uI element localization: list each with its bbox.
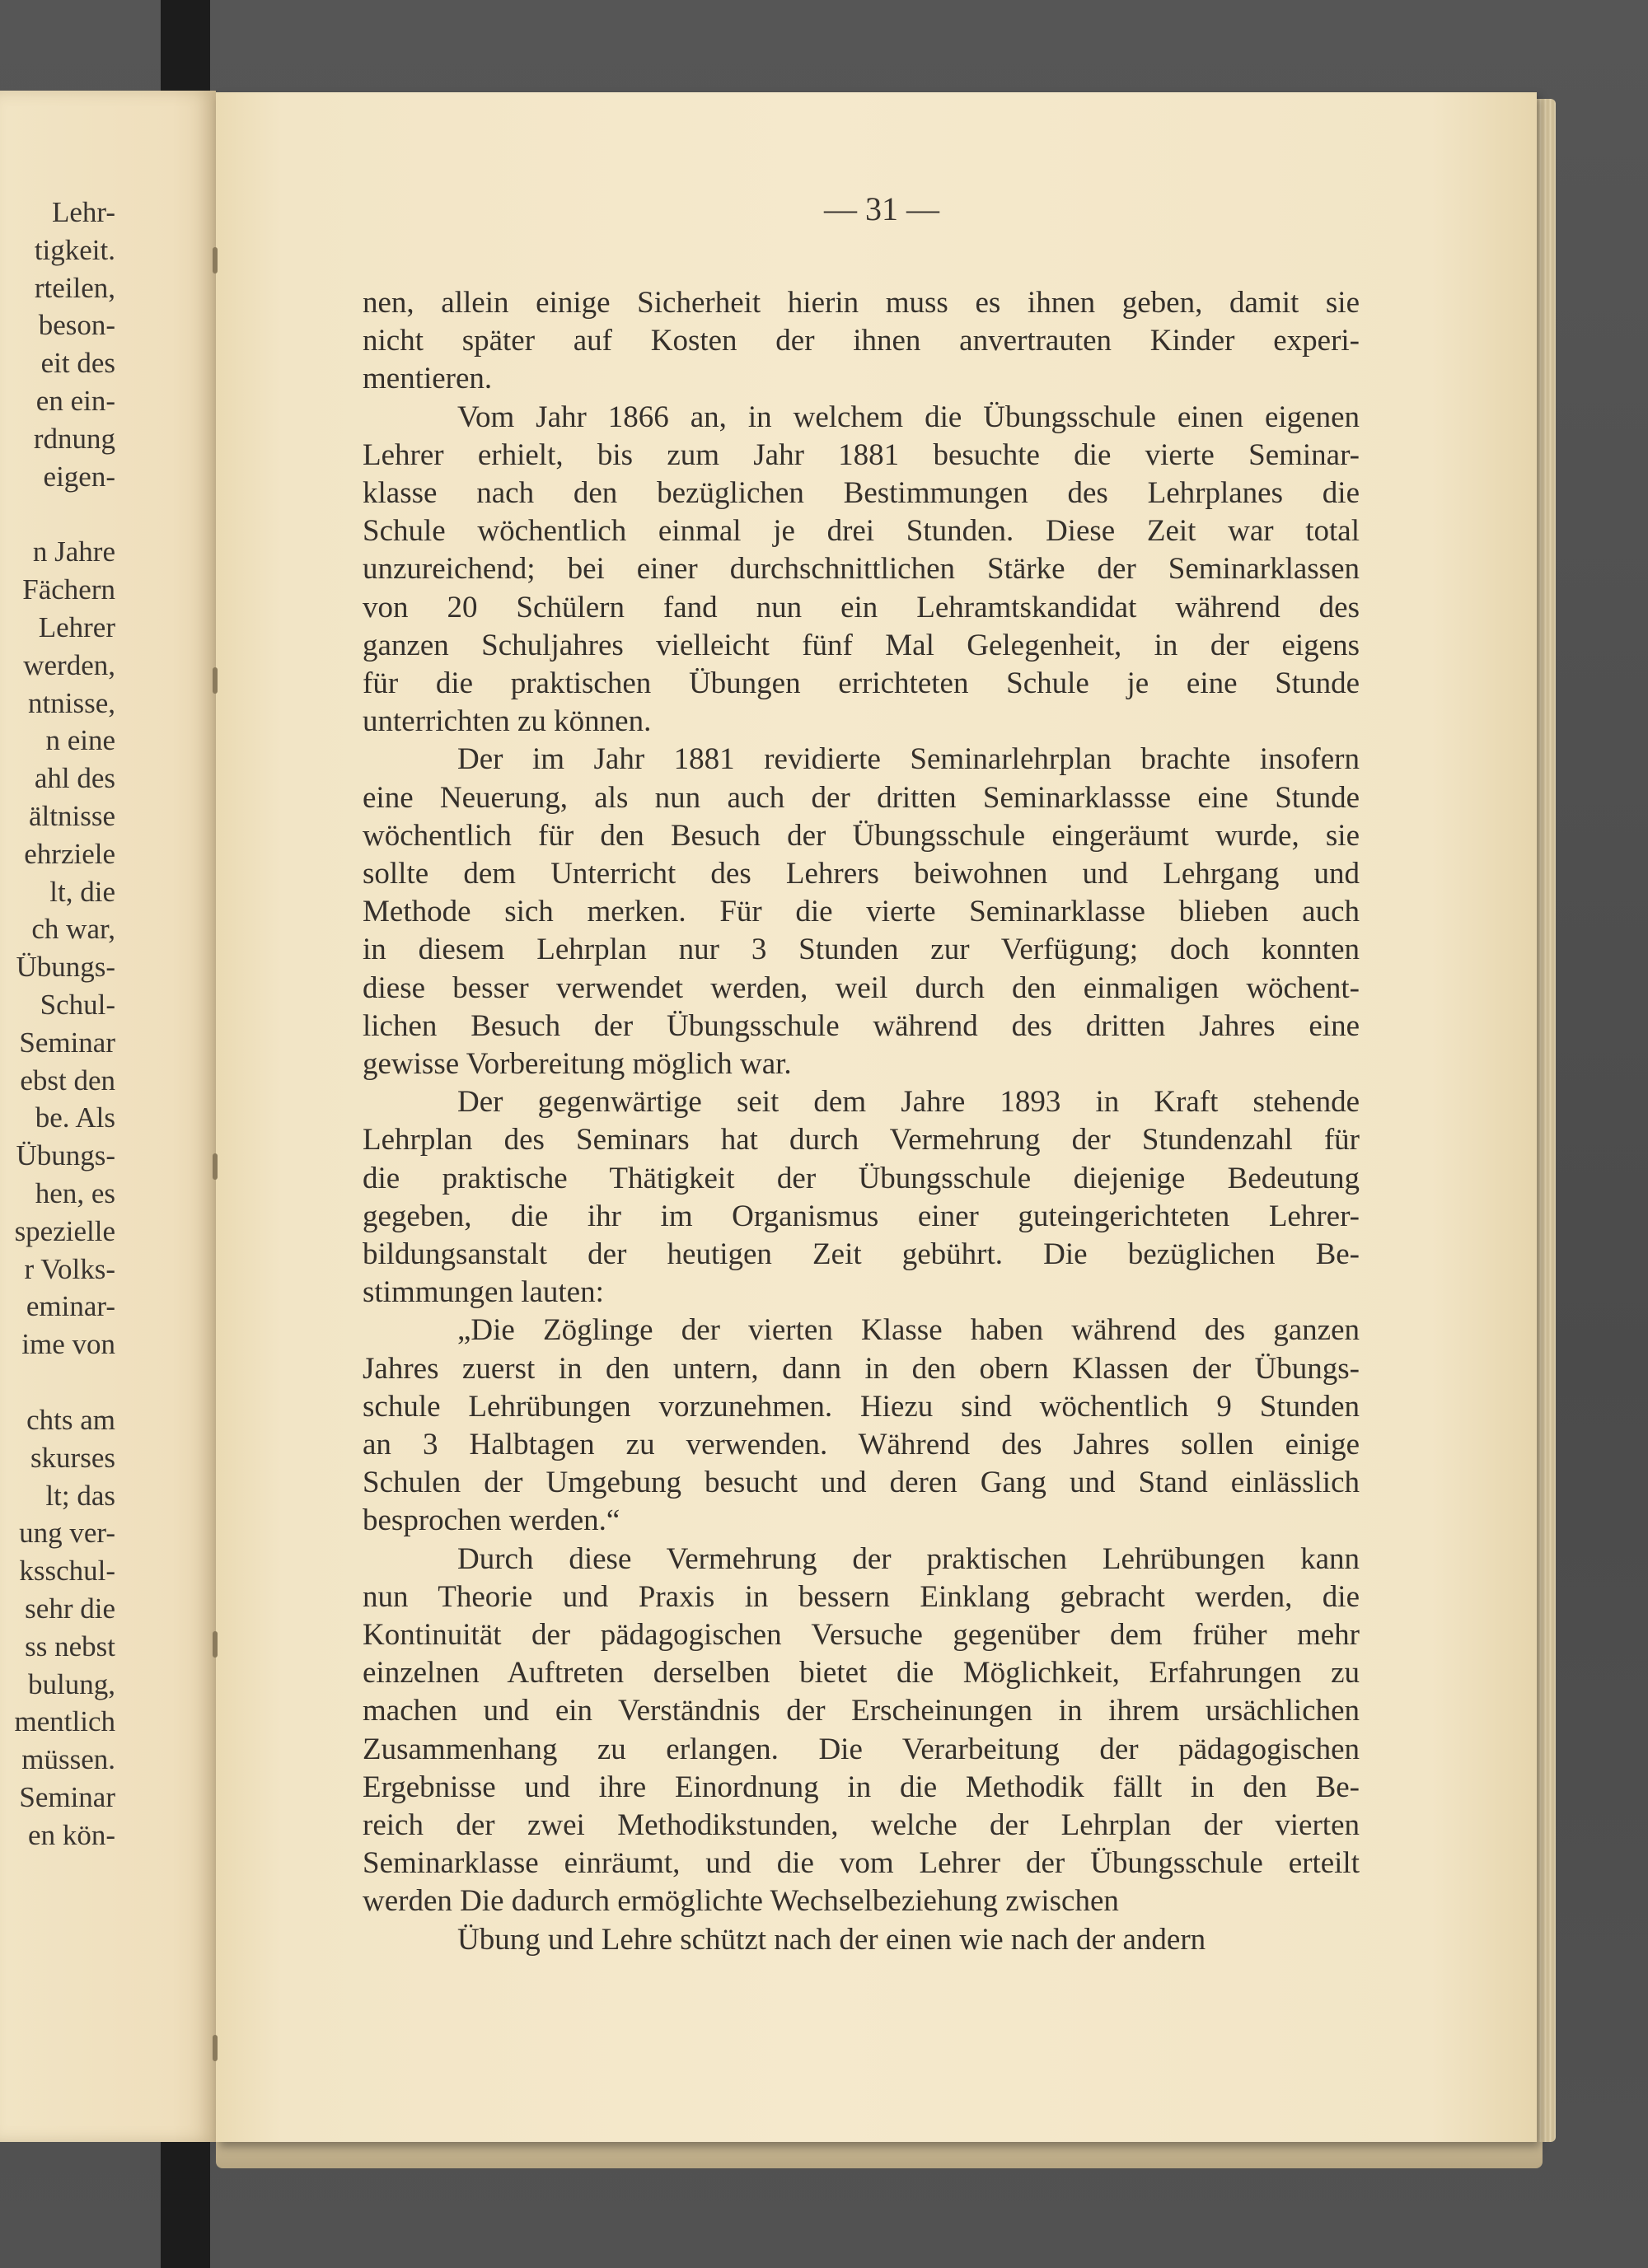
binding-thread [213, 1631, 218, 1658]
text-line: eine Neuerung, als nun auch der dritten Seminarklassse eine Stunde [363, 781, 1360, 815]
text-line: für die praktischen Übungen errichteten Schule je eine Stunde [363, 666, 1360, 700]
left-page-text-fragment: eigen- [43, 461, 115, 493]
text-line: Schulen der Umgebung besucht und deren Gang und Stand einlässlich [363, 1466, 1360, 1499]
left-page-text-fragment: spezielle [14, 1215, 115, 1247]
left-page-text-fragment: müssen. [21, 1743, 115, 1775]
text-line: wöchentlich für den Besuch der Übungsschule eingeräumt wurde, sie [363, 819, 1360, 853]
binding-thread [213, 667, 218, 694]
left-page-text-fragment: n eine [45, 724, 115, 756]
left-page-text-fragment: en ein- [35, 385, 115, 417]
left-page-text-fragment: rteilen, [34, 272, 115, 304]
left-page-text-fragment: hen, es [35, 1177, 115, 1209]
text-line: Kontinuität der pädagogischen Versuche gegenüber dem früher mehr [363, 1618, 1360, 1652]
binding-thread [213, 2035, 218, 2061]
left-page-text-fragment: eminar- [26, 1290, 115, 1322]
text-line: nicht später auf Kosten der ihnen anvertrauten Kinder experi- [363, 324, 1360, 358]
text-line: werden Die dadurch ermöglichte Wechselbeziehung zwischen [363, 1884, 1119, 1918]
left-page-text-fragment: rdnung [33, 423, 115, 455]
left-page-text-fragment: Übungs- [16, 951, 115, 983]
text-line: sollte dem Unterricht des Lehrers beiwohnen und Lehrgang und [363, 857, 1360, 891]
left-page-text-fragment: ung ver- [19, 1517, 115, 1549]
text-line: Seminarklasse einräumt, und die vom Lehrer der Übungsschule erteilt [363, 1846, 1360, 1880]
left-page-text-fragment: ältnisse [29, 800, 115, 832]
text-line: Zusammenhang zu erlangen. Die Verarbeitung der pädagogischen [363, 1733, 1360, 1766]
left-page-text-fragment: beson- [38, 309, 115, 341]
left-page-text-fragment: bulung, [28, 1668, 115, 1700]
text-line: Lehrplan des Seminars hat durch Vermehrung der Stundenzahl für [363, 1123, 1360, 1157]
left-page-text-fragment: ss nebst [25, 1630, 115, 1662]
text-line: gegeben, die ihr im Organismus einer guteingerichteten Lehrer- [363, 1199, 1360, 1233]
left-page-text-fragment: werden, [23, 649, 115, 681]
left-page-text-fragment: lt; das [45, 1480, 115, 1512]
text-line: Jahres zuerst in den untern, dann in den obern Klassen der Übungs- [363, 1352, 1360, 1386]
left-page-text-fragment: Übungs- [16, 1139, 115, 1171]
text-line: Übung und Lehre schützt nach der einen wie nach der andern [457, 1923, 1206, 1957]
left-facing-page [0, 91, 216, 2142]
text-line: mentieren. [363, 362, 493, 395]
left-page-text-fragment: Fächern [22, 573, 115, 606]
text-line: machen und ein Verständnis der Erscheinungen in ihrem ursächlichen [363, 1694, 1360, 1728]
text-line: „Die Zöglinge der vierten Klasse haben während des ganzen [457, 1313, 1360, 1347]
left-page-text-fragment: sehr die [25, 1592, 115, 1625]
text-line: Der im Jahr 1881 revidierte Seminarlehrplan brachte insofern [457, 742, 1360, 776]
left-page-text-fragment: Lehrer [38, 611, 115, 643]
left-page-text-fragment: Seminar [19, 1781, 115, 1813]
left-page-text-fragment: Lehr- [51, 196, 115, 228]
text-line: unterrichten zu können. [363, 704, 652, 738]
text-line: Ergebnisse und ihre Einordnung in die Methodik fällt in den Be- [363, 1770, 1360, 1804]
text-line: Der gegenwärtige seit dem Jahre 1893 in Kraft stehende [457, 1085, 1360, 1119]
text-line: unzureichend; bei einer durchschnittlichen Stärke der Seminarklassen [363, 552, 1360, 586]
text-line: gewisse Vorbereitung möglich war. [363, 1047, 792, 1081]
left-page-text-fragment: mentlich [14, 1705, 115, 1737]
left-page-text-fragment: ch war, [31, 913, 115, 945]
left-page-text-fragment: ntnisse, [28, 687, 115, 719]
left-page-text-fragment: ehrziele [24, 838, 115, 870]
text-line: diese besser verwendet werden, weil durch den einmaligen wöchent- [363, 971, 1360, 1005]
text-line: von 20 Schülern fand nun ein Lehramtskandidat während des [363, 591, 1360, 624]
left-page-text-fragment: be. Als [35, 1101, 115, 1134]
left-page-text-fragment: en kön- [28, 1819, 115, 1851]
text-line: nun Theorie und Praxis in bessern Einklang gebracht werden, die [363, 1580, 1360, 1614]
text-line: reich der zwei Methodikstunden, welche der Lehrplan der vierten [363, 1808, 1360, 1842]
text-line: schule Lehrübungen vorzunehmen. Hiezu sind wöchentlich 9 Stunden [363, 1390, 1360, 1424]
page-number: — 31 — [824, 190, 939, 227]
text-line: ganzen Schuljahres vielleicht fünf Mal Gelegenheit, in der eigens [363, 629, 1360, 662]
left-page-text-fragment: eit des [40, 347, 115, 379]
left-page-text-fragment: n Jahre [32, 535, 115, 568]
left-page-text-fragment: Seminar [19, 1026, 115, 1059]
left-page-text-fragment: tigkeit. [34, 234, 115, 266]
text-line: in diesem Lehrplan nur 3 Stunden zur Verfügung; doch konnten [363, 933, 1360, 966]
text-line: die praktische Thätigkeit der Übungsschule diejenige Bedeutung [363, 1162, 1360, 1195]
text-line: besprochen werden.“ [363, 1503, 620, 1537]
left-page-text-fragment: lt, die [49, 876, 115, 908]
binding-thread [213, 247, 218, 274]
left-page-text-fragment: r Volks- [24, 1253, 115, 1285]
text-line: stimmungen lauten: [363, 1275, 604, 1309]
left-page-text-fragment: ahl des [34, 762, 115, 794]
text-line: Methode sich merken. Für die vierte Seminarklasse blieben auch [363, 895, 1360, 928]
text-line: Schule wöchentlich einmal je drei Stunden. Diese Zeit war total [363, 514, 1360, 548]
text-line: bildungsanstalt der heutigen Zeit gebührt. Die bezüglichen Be- [363, 1237, 1360, 1271]
left-page-text-fragment: Schul- [40, 989, 115, 1021]
left-page-text-fragment: skurses [30, 1442, 115, 1474]
binding-thread [213, 1153, 218, 1180]
text-line: nen, allein einige Sicherheit hierin muss es ihnen geben, damit sie [363, 286, 1360, 320]
text-line: Lehrer erhielt, bis zum Jahr 1881 besuchte die vierte Seminar- [363, 438, 1360, 472]
text-line: lichen Besuch der Übungsschule während des dritten Jahres eine [363, 1009, 1360, 1043]
text-line: Vom Jahr 1866 an, in welchem die Übungsschule einen eigenen [457, 400, 1360, 434]
text-line: Durch diese Vermehrung der praktischen Lehrübungen kann [457, 1542, 1360, 1576]
text-line: einzelnen Auftreten derselben bietet die Möglichkeit, Erfahrungen zu [363, 1656, 1360, 1690]
left-page-text-fragment: chts am [26, 1404, 115, 1436]
text-line: klasse nach den bezüglichen Bestimmungen des Lehrplanes die [363, 476, 1360, 510]
text-line: an 3 Halbtagen zu verwenden. Während des Jahres sollen einige [363, 1428, 1360, 1461]
left-page-text-fragment: ksschul- [19, 1555, 115, 1587]
left-page-text-fragment: ebst den [20, 1064, 115, 1097]
left-page-text-fragment: ime von [21, 1328, 115, 1360]
